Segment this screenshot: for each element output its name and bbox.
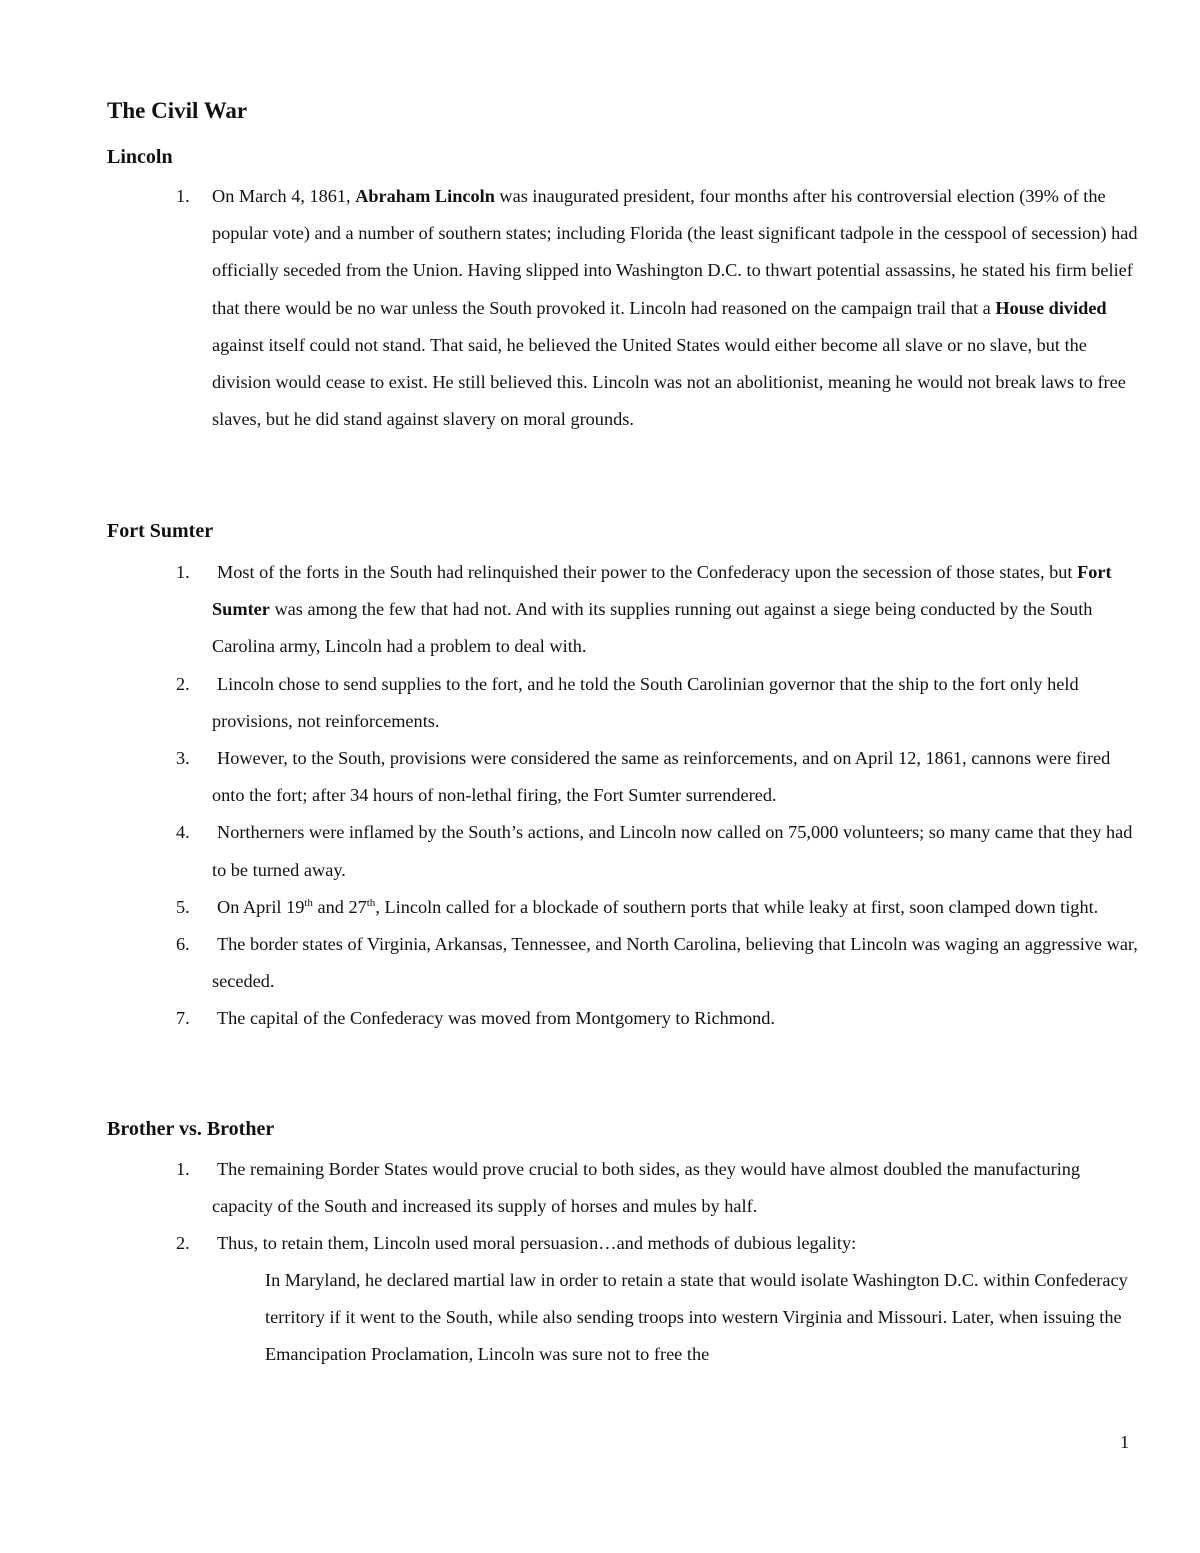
bold-term: House divided [995,297,1107,318]
indented-paragraph: In Maryland, he declared martial law in order to retain a state that would isolate Washington D.C. within Confederacy territory if it went to the South, while also sending troops into western Virginia and Missouri. Later, when issuing the Emancipation Proclamation, Lincoln was sure not to free the [265,1270,1128,1365]
list-number: 2. [176,673,190,694]
list-item-text: The capital of the Confederacy was moved from Montgomery to Richmond. [217,1008,775,1029]
list-number: 4. [176,822,190,843]
list-item-text: The border states of Virginia, Arkansas, Tennessee, and North Carolina, believing that Lincoln was waging an aggressive war, seceded. [212,934,1138,992]
list-item [0,1225,1200,1262]
page-number: 1 [1120,1432,1130,1452]
list-number: 2. [176,1233,190,1254]
list-number: 6. [176,934,190,955]
section-heading-lincoln: Lincoln [107,146,173,168]
list-number: 1. [176,186,190,206]
section-heading-fort-sumter: Fort Sumter [107,520,214,542]
list-number: 5. [176,896,190,917]
lincoln-list [0,178,1200,438]
ordinal-suffix: th [304,896,313,909]
text-run: On April 19 [217,896,305,917]
brother-list [0,1151,1200,1263]
ordinal-suffix: th [366,896,376,909]
list-number: 1. [176,562,190,582]
list-item-text [212,186,1138,429]
list-item-text: Lincoln chose to send supplies to the fort, and he told the South Carolinian governor that the ship to the fort only held provisions, not reinforcements. [212,673,1079,731]
list-item-text: However, to the South, provisions were considered the same as reinforcements, and on April 12, 1861, cannons were fired onto the fort; after 34 hours of non-lethal firing, the Fort Sumter surrendered. [212,748,1111,806]
bold-term: Abraham Lincoln [355,186,495,206]
list-item [0,666,1200,740]
text-run: and 27 [312,896,367,917]
text-run: Most of the forts in the South had relinquished their power to the Confederacy upon the secession of those states, but [217,562,1078,582]
list-number: 7. [176,1008,190,1029]
list-item [0,889,1200,926]
section-heading-brother-vs-brother: Brother vs. Brother [107,1118,275,1140]
list-item-text [212,562,1112,656]
bold-term: Fort Sumter [212,562,1112,620]
text-run: On March 4, 1861, [212,186,356,206]
list-number: 3. [176,748,190,769]
list-item-text: The remaining Border States would prove crucial to both sides, as they would have almost doubled the manufacturing capacity of the South and increased its supply of horses and mules by half. [212,1159,1081,1217]
list-item [0,1000,1200,1037]
list-item [0,740,1200,814]
list-item [0,814,1200,888]
document-title: The Civil War [107,98,248,123]
list-item [0,926,1200,1000]
list-item-text [212,897,1098,917]
text-run: was inaugurated president, four months after his controversial election (39% of the popular vote) and a number of southern states; including Florida (the least significant tadpole in the cesspool of secession) had officially seceded from the Union. Having slipped into Washington D.C. to thwart potential assassins, he stated his firm belief that there would be no war unless the South provoked it. Lincoln had reasoned on the campaign trail that a [212,186,1138,318]
list-item-text: Northerners were inflamed by the South’s actions, and Lincoln now called on 75,000 volunteers; so many came that they had to be turned away. [212,822,1133,880]
list-item [0,554,1200,666]
list-item [0,1151,1200,1225]
list-item-text: Thus, to retain them, Lincoln used moral persuasion…and methods of dubious legality: [217,1233,857,1254]
list-item [0,178,1200,438]
text-run: against itself could not stand. That said, he believed the United States would either become all slave or no slave, but the division would cease to exist. He still believed this. Lincoln was not an abolitionist, meaning he would not break laws to free slaves, but he did stand against slavery on moral grounds. [212,334,1126,430]
list-number: 1. [176,1159,190,1179]
text-run: , Lincoln called for a blockade of southern ports that while leaky at first, soon clamped down tight. [375,896,1099,917]
fort-sumter-list [0,554,1200,1038]
text-run: was among the few that had not. And with its supplies running out against a siege being conducted by the South Carolina army, Lincoln had a problem to deal with. [212,599,1093,657]
